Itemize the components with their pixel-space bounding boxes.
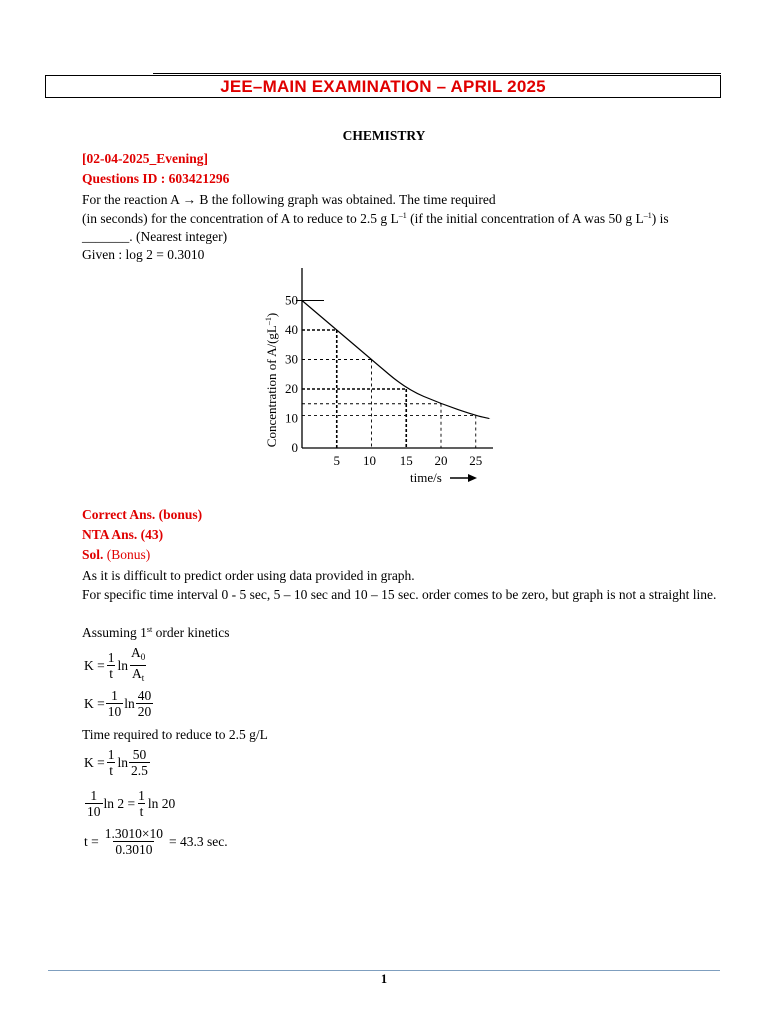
question-line-1: For the reaction A → B the following graph was obtained. The time required (82, 192, 496, 207)
y-tick-label-20: 20 (285, 381, 298, 396)
footer-rule (48, 970, 720, 971)
y-tick-label-10: 10 (285, 410, 298, 426)
question-line-3: _______. (Nearest integer) (82, 229, 228, 244)
x-tick-label-15: 15 (399, 453, 413, 468)
equation-equate: $\frac{1}{10}$ ln 2 = $\frac{1}{t}$ ln 20 (87, 788, 176, 819)
x-axis-arrow (450, 474, 477, 482)
equation-time-k: K = $\frac{1}{t}$ ln $\frac{50}{2.5}$ (84, 747, 148, 778)
y-tick-label-50: 50 (285, 292, 298, 308)
page-number: 1 (380, 972, 388, 986)
solution-label: Sol. (Bonus) (82, 547, 151, 562)
y-tick-label-0: 0 (291, 440, 298, 455)
x-axis-label: time/s (410, 470, 442, 485)
session-label: [02-04-2025_Evening] (82, 151, 208, 166)
solution-para-4: Time required to reduce to 2.5 g/L (82, 727, 268, 742)
y-tick-label-30: 30 (285, 351, 298, 367)
x-tick-label-5: 5 (333, 453, 340, 468)
x-tick-label-20: 20 (434, 453, 448, 468)
question-id: Questions ID : 603421296 (82, 171, 230, 186)
given-line: Given : log 2 = 0.3010 (82, 247, 205, 262)
solution-para-2: For specific time interval 0 - 5 sec, 5 – 10 sec and 10 – 15 sec. order comes to be zero, but graph is not a straight line. (82, 587, 717, 602)
correct-answer: Correct Ans. (bonus) (82, 507, 203, 522)
equation-final-time: t = $\frac{1.3010\times 10}{0.3010}$ = 43.3 sec. (84, 826, 228, 857)
y-axis-label: Concentration of $A/(gL^{-1})$ (264, 312, 279, 448)
solution-para-1: As it is difficult to predict order using data provided in graph. (82, 568, 415, 583)
page-title: JEE–MAIN EXAMINATION – APRIL 2025 (220, 76, 546, 96)
question-line-2: (in seconds) for the concentration of A to reduce to 2.5 g $L^{-1}$ (if the initial concentration of A was 50 g $L^{-1}$) is (82, 211, 669, 226)
x-tick-label-10: 10 (363, 453, 376, 468)
equation-rate-constant: K = $\frac{1}{t}$ ln $\frac{A_0}{A_t}$ (84, 645, 148, 686)
header-top-rule (153, 73, 721, 74)
solution-para-3: Assuming 1st order kinetics (82, 625, 230, 640)
header-box (45, 75, 721, 98)
y-tick-label-40: 40 (285, 322, 298, 337)
x-tick-label-25: 25 (469, 453, 483, 468)
nta-answer: NTA Ans. (43) (82, 527, 164, 542)
subject-heading: CHEMISTRY (342, 128, 426, 143)
equation-k-value: K = $\frac{1}{10}$ ln $\frac{40}{20}$ (84, 688, 152, 719)
decay-curve (302, 301, 490, 419)
concentration-time-graph (255, 262, 495, 492)
